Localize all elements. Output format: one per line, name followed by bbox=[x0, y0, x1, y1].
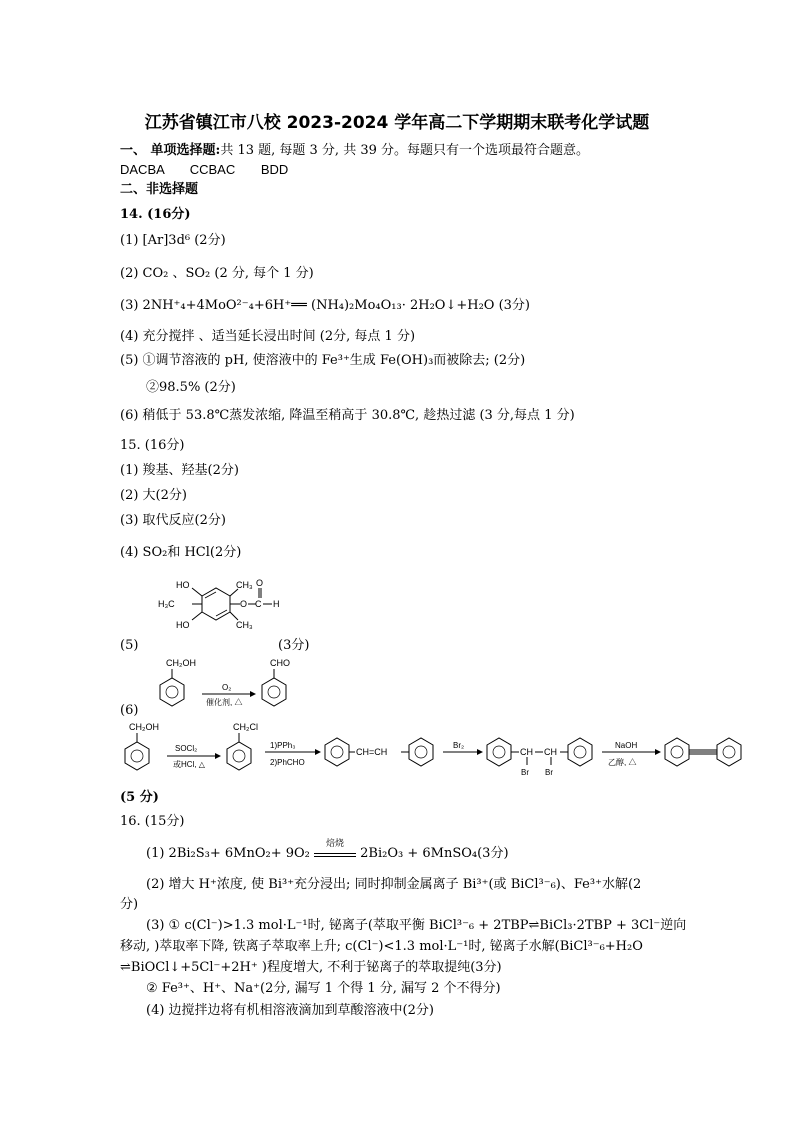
q15-answer-4: (4) SO₂和 HCl(2分) bbox=[120, 545, 242, 560]
q14-title: 14. (16分) bbox=[120, 207, 191, 222]
q16-eq-left: (1) 2Bi₂S₃+ 6MnO₂+ 9O₂ bbox=[146, 846, 310, 861]
label-br-2: Br bbox=[545, 768, 553, 777]
q14-answer-4: (4) 充分搅拌 、适当延长浸出时间 (2分, 每点 1 分) bbox=[120, 329, 416, 344]
q16-answer-2: (2) 增大 H⁺浓度, 使 Bi³⁺充分浸出; 同时抑制金属离子 Bi³⁺(或 BiCl³⁻₆)、Fe³⁺水解(2 bbox=[146, 877, 642, 892]
label-cho: CHO bbox=[270, 658, 290, 668]
q16-answer-3b: 移动, )萃取率下降, 铁离子萃取率上升; c(Cl⁻)<1.3 mol·L⁻¹时, 铋离子水解(BiCl³⁻₆+H₂O bbox=[120, 939, 643, 954]
part2-heading: 二、非选择题 bbox=[120, 182, 199, 197]
reaction-6b bbox=[115, 718, 775, 782]
label-ch2oh: CH₂OH bbox=[166, 658, 196, 668]
q16-eq-arrow bbox=[314, 839, 356, 857]
label-catalyst: 催化剂, △ bbox=[206, 698, 243, 707]
label-h: H bbox=[273, 599, 280, 609]
answer-group-3: BDD bbox=[260, 162, 289, 177]
q16-answer-3: (3) ① c(Cl⁻)>1.3 mol·L⁻¹时, 铋离子(萃取平衡 BiCl³⁻₆ + 2TBP⇌BiCl₃·2TBP + 3Cl⁻逆向 bbox=[146, 918, 687, 933]
label-pph3: 1)PPh₃ bbox=[270, 741, 296, 750]
part1-desc: 共 13 题, 每题 3 分, 共 39 分。每题只有一个选项最符合题意。 bbox=[220, 143, 590, 158]
label-ho-bottom: HO bbox=[176, 620, 190, 630]
q16-eq-right: 2Bi₂O₃ + 6MnSO₄(3分) bbox=[360, 846, 509, 861]
label-o2: O₂ bbox=[222, 683, 232, 692]
q14-answer-1: (1) [Ar]3d⁶ (2分) bbox=[120, 233, 226, 248]
label-ethanol: 乙醇, △ bbox=[608, 758, 637, 767]
q15-answer-5-label: (5) bbox=[120, 638, 139, 653]
part1-answers bbox=[120, 162, 288, 178]
label-ch3-top: CH₃ bbox=[236, 580, 253, 590]
label-hcl: 或HCl, △ bbox=[173, 760, 205, 769]
q16-answer-1 bbox=[146, 839, 509, 862]
q15-title: 15. (16分) bbox=[120, 438, 185, 453]
label-ch-1: CH bbox=[520, 747, 533, 757]
q15-answer-6-score: (5 分) bbox=[120, 790, 159, 805]
q16-eq-condition: 焙烧 bbox=[326, 839, 345, 849]
structure-5 bbox=[150, 574, 290, 650]
label-o-carbonyl: O bbox=[256, 578, 264, 588]
label-h3c: H₃C bbox=[158, 599, 175, 609]
part1-heading: 一、 单项选择题: bbox=[120, 143, 221, 158]
q16-title: 16. (15分) bbox=[120, 814, 185, 829]
q15-answer-3: (3) 取代反应(2分) bbox=[120, 513, 226, 528]
q15-answer-5-score: (3分) bbox=[278, 638, 310, 653]
q14-answer-6: (6) 稍低于 53.8℃蒸发浓缩, 降温至稍高于 30.8℃, 趁热过滤 (3 分,每点 1 分) bbox=[120, 408, 575, 423]
q15-answer-6-label: (6) bbox=[120, 703, 139, 718]
label-phcho: 2)PhCHO bbox=[270, 758, 305, 767]
q15-answer-2: (2) 大(2分) bbox=[120, 488, 187, 503]
label-ho-top: HO bbox=[176, 580, 190, 590]
q14-answer-3: (3) 2NH⁺₄+4MoO²⁻₄+6H⁺══ (NH₄)₂Mo₄O₁₃· 2H₂O↓+H₂O (3分) bbox=[120, 298, 530, 313]
answer-group-1: DACBA bbox=[120, 162, 165, 177]
label-ch-2: CH bbox=[544, 747, 557, 757]
label-ch2cl: CH₂Cl bbox=[233, 722, 258, 732]
label-c: C bbox=[255, 599, 262, 609]
label-naoh: NaOH bbox=[615, 741, 638, 750]
q14-answer-2: (2) CO₂ 、SO₂ (2 分, 每个 1 分) bbox=[120, 266, 314, 281]
page-title: 江苏省镇江市八校 2023-2024 学年高二下学期期末联考化学试题 bbox=[144, 113, 650, 133]
q14-answer-5b: ②98.5% (2分) bbox=[146, 380, 236, 395]
q16-answer-3c: ⇌BiOCl↓+5Cl⁻+2H⁺ )程度增大, 不利于铋离子的萃取提纯(3分) bbox=[120, 960, 502, 975]
answer-group-2: CCBAC bbox=[189, 162, 236, 177]
label-br-1: Br bbox=[521, 768, 529, 777]
label-br2: Br₂ bbox=[453, 741, 465, 750]
q16-answer-2b: 分) bbox=[120, 897, 139, 912]
label-o: O bbox=[240, 599, 248, 609]
q15-answer-1: (1) 羧基、羟基(2分) bbox=[120, 463, 239, 478]
label-socl2: SOCl₂ bbox=[175, 744, 198, 753]
q14-answer-5: (5) ①调节溶液的 pH, 使溶液中的 Fe³⁺生成 Fe(OH)₃而被除去; (2分) bbox=[120, 353, 526, 368]
part1-line bbox=[120, 143, 589, 159]
label-chch: CH=CH bbox=[356, 747, 388, 757]
q16-answer-3d: ② Fe³⁺、H⁺、Na⁺(2分, 漏写 1 个得 1 分, 漏写 2 个不得分) bbox=[146, 981, 501, 996]
label-ch2oh-2: CH₂OH bbox=[129, 722, 159, 732]
q16-answer-4: (4) 边搅拌边将有机相溶液滴加到草酸溶液中(2分) bbox=[146, 1003, 434, 1018]
label-ch3-bottom: CH₃ bbox=[236, 620, 253, 630]
reaction-6a bbox=[150, 656, 310, 718]
